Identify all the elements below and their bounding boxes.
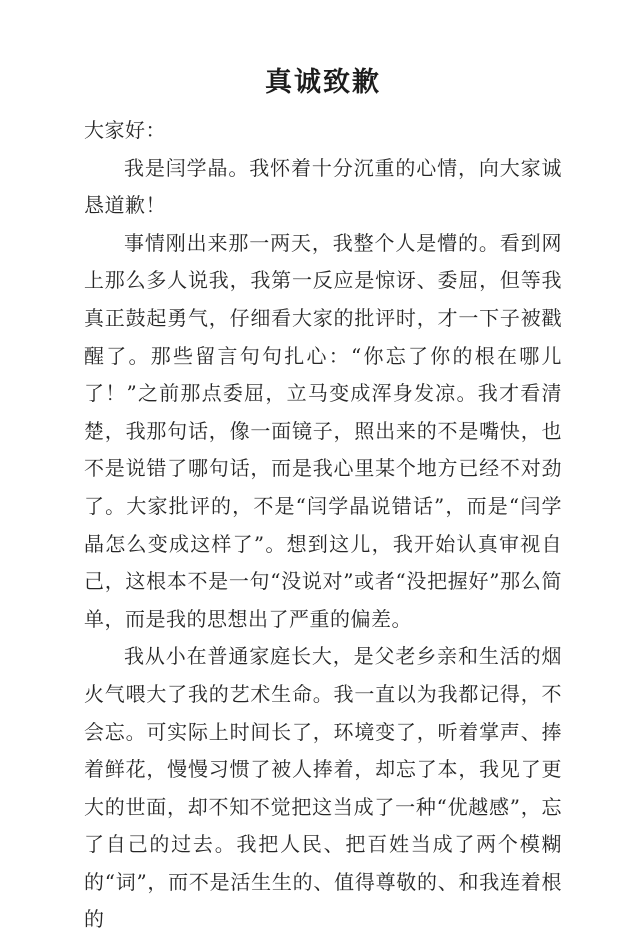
document-title: 真诚致歉 (265, 67, 381, 98)
paragraph: 事情刚出来那一两天，我整个人是懵的。看到网上那么多人说我，我第一反应是惊讶、委屈，但等我真正鼓起勇气，仔细看大家的批评时，才一下子被戳醒了。那些留言句句扎心：“你忘了你的根在哪儿了！”之前那点委屈，立马变成浑身发凉。我才看清楚，我那句话，像一面镜子，照出来的不是嘴快，也不是说错了哪句话，而是我心里某个地方已经不对劲了。大家批评的，不是“闫学晶说错话”，而是“闫学晶怎么变成这样了”。想到这儿，我开始认真审视自己，这根本不是一句“没说对”或者“没把握好”那么简单，而是我的思想出了严重的偏差。 (84, 230, 562, 631)
paragraph: 我是闫学晶。我怀着十分沉重的心情，向大家诚恳道歉！ (84, 155, 562, 218)
paragraph-greeting: 大家好： (84, 118, 166, 142)
paragraph: 我从小在普通家庭长大，是父老乡亲和生活的烟火气喂大了我的艺术生命。我一直以为我都记得，不会忘。可实际上时间长了，环境变了，听着掌声、捧着鲜花，慢慢习惯了被人捧着，却忘了本，我见了更大的世面，却不知不觉把这当成了一种“优越感”，忘了自己的过去。我把人民、把百姓当成了两个模糊的“词”，而不是活生生的、值得尊敬的、和我连着根的 (84, 644, 562, 932)
